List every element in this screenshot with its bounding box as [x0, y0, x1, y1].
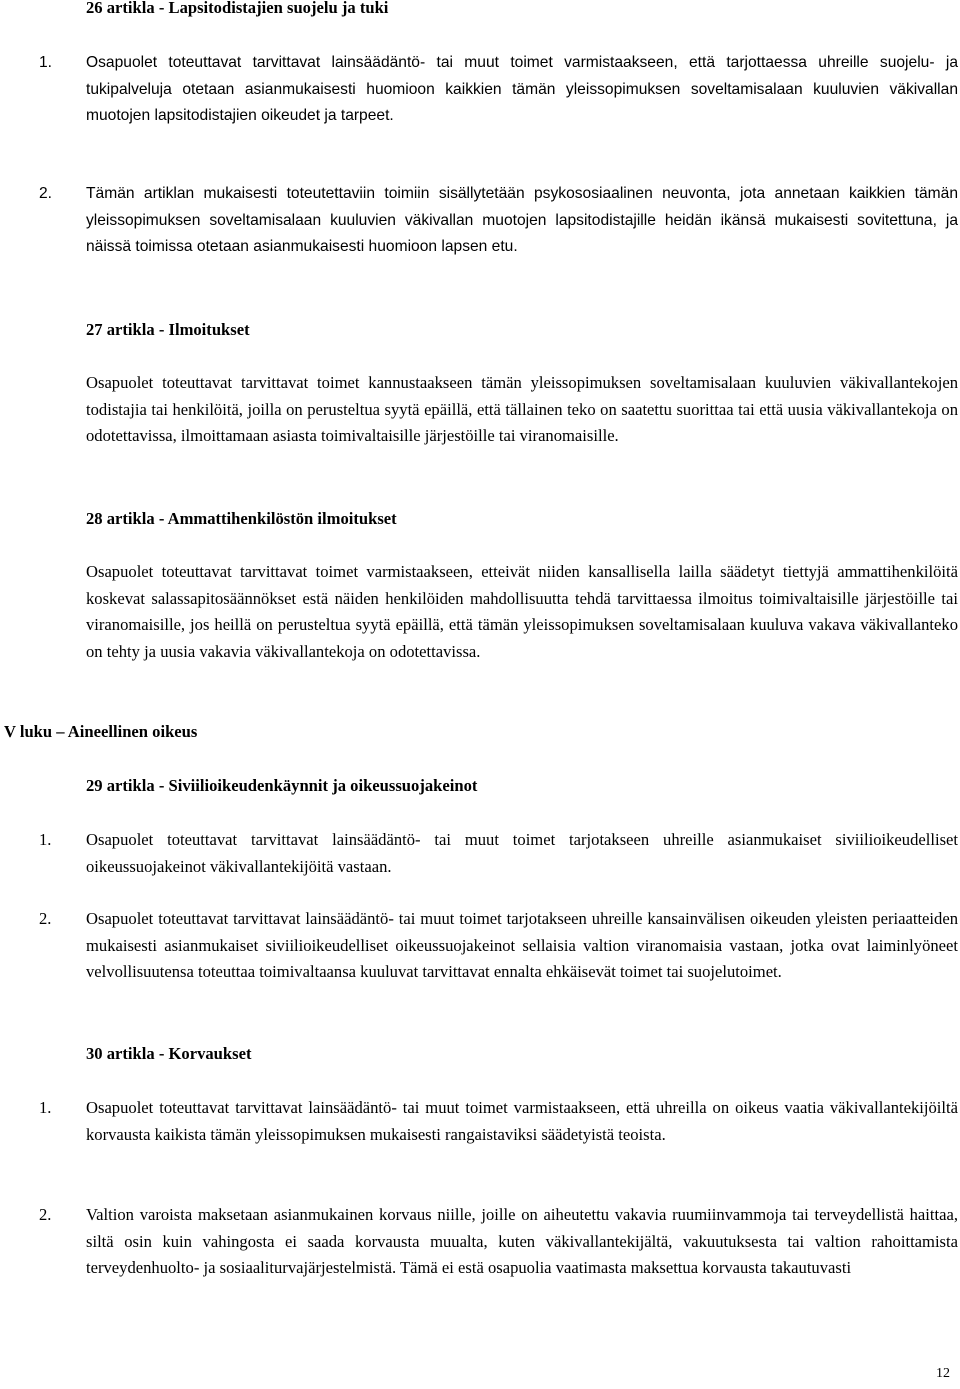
paragraph-text: Osapuolet toteuttavat tarvittavat toimet varmistaakseen, etteivät niiden kansallisella lailla säädetyt tiettyjä ammattihenkilöitä koskevat salassapitosäännökset estä näiden henkilöiden mahdollisuutta tehdä tarvittaessa ilmoitus toimivaltaisille järjestöille tai viranomaisille, jos heillä on perusteltua syytä epäillä, että tämän yleissopimuksen soveltamisalaan kuuluva vakava väkivallanteko on tehty ja uusia vakavia väkivallantekoja on odotettavissa.	[86, 562, 958, 661]
article-26-heading: 26 artikla - Lapsitodistajien suojelu ja tuki	[86, 0, 389, 17]
paragraph-text: Osapuolet toteuttavat tarvittavat toimet kannustaakseen tämän yleissopimuksen soveltamisalaan kuuluvien väkivallantekojen todistajia tai henkilöitä, joilla on perusteltua syytä epäillä, että tällainen teko on saatettu suorittaa tai että uusia väkivallantekoja on odotettavissa, ilmoittamaan asiasta toimivaltaisille järjestöille tai viranomaisille.	[86, 373, 958, 445]
item-text: Tämän artiklan mukaisesti toteutettaviin toimiin sisällytetään psykososiaalinen neuvonta, jota annetaan kaikkien tämän yleissopimuksen soveltamisalaan kuuluvien väkivallan muotojen lapsitodistajille heidän ikänsä mukaisesti sovitettuna, ja näissä toimissa otetaan asianmukaisesti huomioon lapsen etu.	[86, 185, 958, 255]
item-number: 2.	[39, 1205, 52, 1224]
item-number: 1.	[39, 830, 52, 849]
page-number: 12	[936, 1366, 950, 1381]
article-28-body	[0, 559, 960, 693]
article-30-heading: 30 artikla - Korvaukset	[86, 1044, 252, 1063]
item-text: Valtion varoista maksetaan asianmukainen korvaus niille, joille on aiheutettu vakavia ruumiinvammoja tai terveydellistä haittaa, siltä osin kuin vahingosta ei saada korvausta muualta, kuten väkivallantekijältä, vakuutuksesta tai valtion rahoittamista terveydenhuolto- ja sosiaaliturvajärjestelmistä. Tämä ei estä osapuolia vaatimasta maksettua korvausta takautuvasti	[86, 1205, 958, 1277]
item-number: 1.	[39, 1098, 52, 1117]
item-text: Osapuolet toteuttavat tarvittavat lainsäädäntö- tai muut toimet tarjotakseen uhreille asianmukaiset siviilioikeudelliset oikeussuojakeinot väkivallantekijöitä vastaan.	[86, 830, 958, 876]
article-29-heading: 29 artikla - Siviilioikeudenkäynnit ja oikeussuojakeinot	[86, 776, 478, 795]
item-number: 1.	[39, 54, 53, 71]
article-30-item-1	[0, 1095, 960, 1179]
chapter-heading: V luku – Aineellinen oikeus	[4, 722, 198, 741]
item-number: 2.	[39, 909, 52, 928]
item-number: 2.	[39, 185, 53, 202]
item-text: Osapuolet toteuttavat tarvittavat lainsäädäntö- tai muut toimet tarjotakseen uhreille kansainvälisen oikeuden yleisten periaatteiden mukaisesti asianmukaiset siviilioikeudelliset oikeussuojakeinot sellaisia valtion viranomaisia vastaan, jotka ovat laiminlyöneet velvollisuutensa toteuttaa toimivaltaansa kuuluvat tarvittavat ennalta ehkäisevät toimet tai suojelutoimet.	[86, 909, 958, 981]
article-29-item-1	[0, 827, 960, 883]
item-text: Osapuolet toteuttavat tarvittavat lainsäädäntö- tai muut toimet varmistaakseen, että tarjottaessa uhreille suojelu- ja tukipalveluja otetaan asianmukaisesti huomioon kaikkien tämän yleissopimuksen soveltamisalaan kuuluvien väkivallan muotojen lapsitodistajien oikeudet ja tarpeet.	[86, 54, 958, 124]
article-27-heading: 27 artikla - Ilmoitukset	[86, 320, 250, 339]
article-26-item-1	[0, 50, 960, 160]
article-28-heading: 28 artikla - Ammattihenkilöstön ilmoitukset	[86, 509, 397, 528]
article-27-body	[0, 370, 960, 478]
article-30-item-2	[0, 1202, 960, 1312]
article-29-item-2	[0, 906, 960, 1016]
article-26-item-2	[0, 181, 960, 291]
item-text: Osapuolet toteuttavat tarvittavat lainsäädäntö- tai muut toimet varmistaakseen, että uhreilla on oikeus vaatia väkivallantekijöiltä korvausta kaikista tämän yleissopimuksen mukaisesti rangaistaviksi säädetyistä teoista.	[86, 1098, 958, 1144]
